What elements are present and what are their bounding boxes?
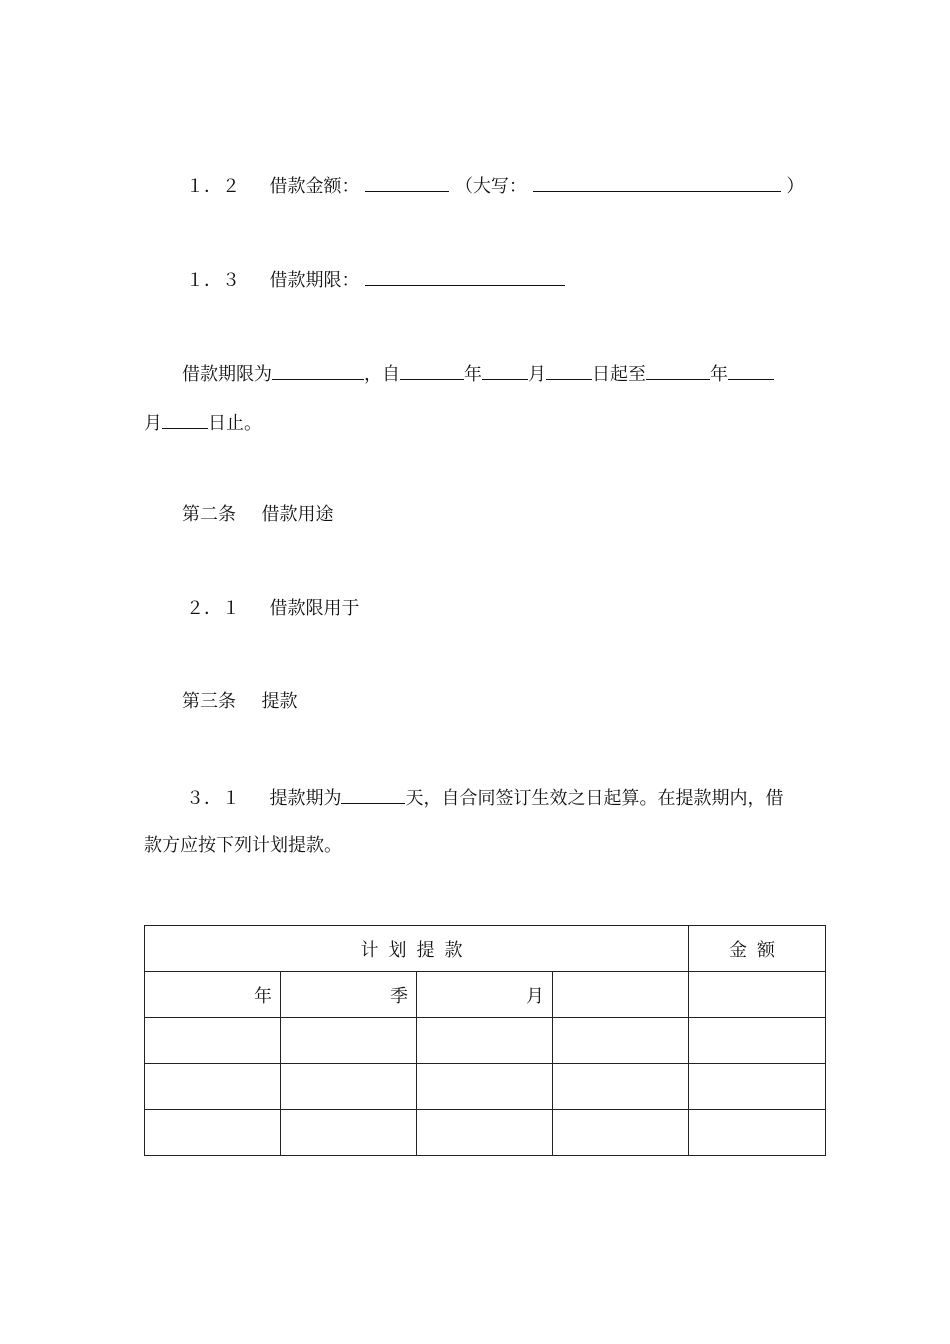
end-year-blank[interactable] bbox=[646, 361, 710, 380]
drawdown-days-blank[interactable] bbox=[341, 785, 405, 804]
table-cell[interactable] bbox=[145, 1018, 281, 1064]
clause-3-1-line-2 bbox=[144, 834, 342, 858]
end-day-blank[interactable] bbox=[162, 410, 208, 429]
table-cell[interactable] bbox=[145, 1110, 281, 1156]
drawdown-plan-table bbox=[144, 925, 826, 1156]
clause-number: １．２ bbox=[186, 176, 240, 197]
clause-1-2 bbox=[186, 173, 804, 199]
clause-1-3 bbox=[186, 267, 565, 293]
table-cell[interactable] bbox=[417, 1110, 553, 1156]
start-month-blank[interactable] bbox=[482, 361, 528, 380]
article-title: 第三条 bbox=[182, 691, 236, 712]
table-cell[interactable] bbox=[553, 1064, 689, 1110]
article-2-heading bbox=[182, 503, 333, 527]
amount-header-cell: 金额 bbox=[689, 926, 826, 972]
table-cell[interactable] bbox=[553, 1110, 689, 1156]
table-subheader-row bbox=[145, 972, 826, 1018]
year-header-cell: 年 bbox=[145, 972, 281, 1018]
table-header-row bbox=[145, 926, 826, 972]
table-cell[interactable] bbox=[281, 1018, 417, 1064]
article-3-heading bbox=[182, 690, 297, 714]
clause-text: 天，自合同签订生效之日起算。在提款期内，借 bbox=[405, 788, 784, 809]
term-blank[interactable] bbox=[365, 267, 565, 286]
clause-2-1 bbox=[186, 597, 359, 621]
period-text: 月 bbox=[528, 364, 546, 385]
amount-words-blank[interactable] bbox=[533, 173, 781, 192]
period-text: ，自 bbox=[364, 364, 400, 385]
table-cell[interactable] bbox=[417, 1018, 553, 1064]
clause-text: 提款期为 bbox=[269, 788, 342, 809]
table-cell[interactable] bbox=[689, 1110, 826, 1156]
paren-close: ） bbox=[786, 176, 805, 197]
table-cell[interactable] bbox=[281, 1064, 417, 1110]
period-text: 借款期限为 bbox=[182, 364, 272, 385]
table-cell[interactable] bbox=[281, 1110, 417, 1156]
table-cell[interactable] bbox=[689, 1018, 826, 1064]
clause-text: 款方应按下列计划提款。 bbox=[144, 835, 342, 856]
article-title: 第二条 bbox=[182, 504, 236, 525]
period-text: 日起至 bbox=[592, 364, 646, 385]
period-line-2 bbox=[144, 410, 262, 436]
table-cell[interactable] bbox=[145, 1064, 281, 1110]
table-cell[interactable] bbox=[553, 1018, 689, 1064]
table-row bbox=[145, 1018, 826, 1064]
period-text: 年 bbox=[710, 364, 728, 385]
article-label: 借款用途 bbox=[261, 504, 334, 525]
term-length-blank[interactable] bbox=[272, 361, 364, 380]
plan-header-cell: 计划提款 bbox=[145, 926, 689, 972]
clause-3-1-line-1 bbox=[186, 785, 783, 811]
start-year-blank[interactable] bbox=[400, 361, 464, 380]
clause-label: 借款限用于 bbox=[269, 598, 360, 619]
clause-number: ３．１ bbox=[186, 788, 240, 809]
table-cell[interactable] bbox=[417, 1064, 553, 1110]
end-month-blank[interactable] bbox=[728, 361, 774, 380]
clause-label: 借款期限： bbox=[269, 270, 360, 291]
table-cell[interactable] bbox=[689, 1064, 826, 1110]
table-cell[interactable] bbox=[553, 972, 689, 1018]
start-day-blank[interactable] bbox=[546, 361, 592, 380]
paren-open: （大写： bbox=[454, 176, 527, 197]
month-header-cell: 月 bbox=[417, 972, 553, 1018]
period-text: 年 bbox=[464, 364, 482, 385]
amount-blank[interactable] bbox=[365, 173, 449, 192]
article-label: 提款 bbox=[261, 691, 298, 712]
table-row bbox=[145, 1110, 826, 1156]
period-line-1 bbox=[182, 361, 774, 387]
clause-label: 借款金额： bbox=[269, 176, 360, 197]
table-row bbox=[145, 1064, 826, 1110]
table-cell[interactable] bbox=[689, 972, 826, 1018]
quarter-header-cell: 季 bbox=[281, 972, 417, 1018]
period-text: 月 bbox=[144, 413, 162, 434]
clause-number: ２．１ bbox=[186, 598, 240, 619]
clause-number: １．３ bbox=[186, 270, 240, 291]
period-text: 日止。 bbox=[208, 413, 262, 434]
